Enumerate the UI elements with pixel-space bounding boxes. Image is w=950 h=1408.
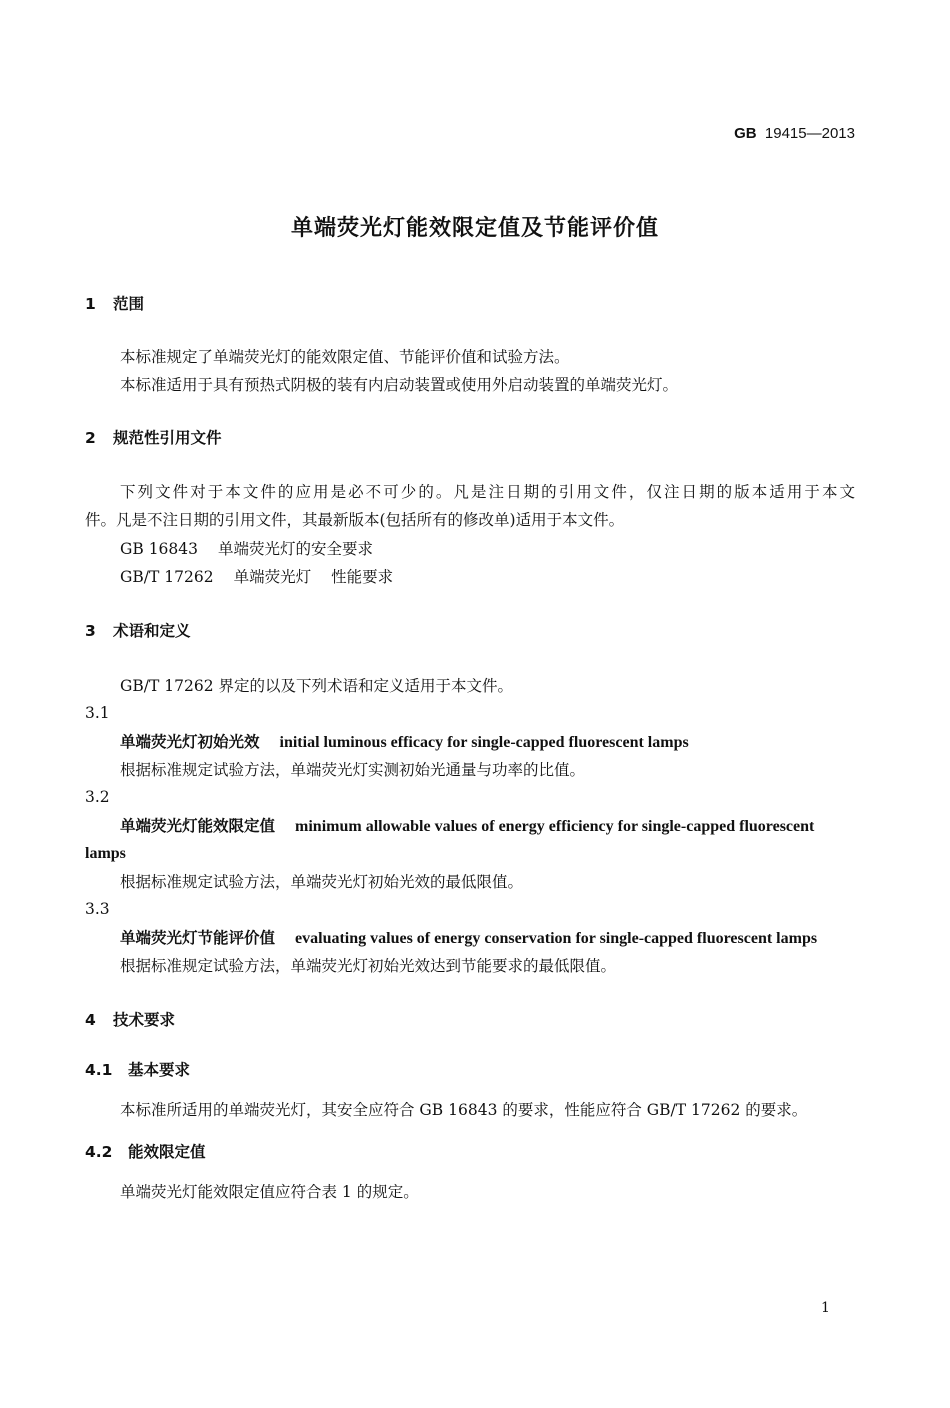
term-en: minimum allowable values of energy efficiency for single-capped fluorescent — [295, 818, 815, 835]
section-number: 4.2 — [85, 1143, 113, 1161]
section-4-heading — [85, 1010, 175, 1030]
paragraph: 件。凡是不注日期的引用文件，其最新版本(包括所有的修改单)适用于本文件。 — [85, 511, 625, 529]
section-number: 3 — [85, 622, 96, 640]
term-en-continued: lamps — [85, 845, 126, 862]
reference-item — [120, 567, 393, 587]
term-heading — [120, 928, 817, 949]
ref-code: GB 16843 — [120, 540, 199, 558]
paragraph: 单端荧光灯能效限定值应符合表 1 的规定。 — [120, 1183, 419, 1201]
paragraph: GB/T 17262 界定的以及下列术语和定义适用于本文件。 — [120, 677, 513, 695]
standard-code — [734, 125, 855, 142]
section-number: 2 — [85, 429, 96, 447]
section-title: 范围 — [113, 295, 145, 313]
reference-item — [120, 539, 373, 559]
term-number: 3.3 — [85, 900, 110, 918]
term-heading — [120, 732, 689, 753]
term-en: evaluating values of energy conservation for single-capped fluorescent lamps — [295, 930, 818, 947]
ref-title: 单端荧光灯的安全要求 — [218, 540, 374, 558]
term-definition: 根据标准规定试验方法，单端荧光灯初始光效达到节能要求的最低限值。 — [120, 957, 617, 975]
ref-title: 单端荧光灯 — [233, 568, 312, 586]
term-number: 3.2 — [85, 788, 110, 806]
term-zh: 单端荧光灯初始光效 — [120, 733, 260, 751]
std-number: 19415—2013 — [764, 125, 855, 142]
paragraph: 下列文件对于本文件的应用是必不可少的。凡是注日期的引用文件，仅注日期的版本适用于本文 — [120, 483, 855, 501]
ref-subtitle: 性能要求 — [331, 568, 394, 586]
section-number: 4 — [85, 1011, 96, 1029]
section-number: 4.1 — [85, 1061, 113, 1079]
paragraph: 本标准规定了单端荧光灯的能效限定值、节能评价值和试验方法。 — [120, 348, 570, 366]
section-4-1-heading — [85, 1060, 190, 1080]
term-definition: 根据标准规定试验方法，单端荧光灯初始光效的最低限值。 — [120, 873, 524, 891]
section-number: 1 — [85, 295, 96, 313]
section-2-heading — [85, 428, 222, 448]
paragraph: 本标准所适用的单端荧光灯，其安全应符合 GB 16843 的要求，性能应符合 GB/T 17262 的要求。 — [120, 1101, 808, 1119]
term-zh: 单端荧光灯节能评价值 — [120, 929, 276, 947]
term-number: 3.1 — [85, 704, 110, 722]
section-3-heading — [85, 621, 191, 641]
section-1-heading — [85, 294, 144, 314]
ref-code: GB/T 17262 — [120, 568, 214, 586]
std-prefix: GB — [734, 125, 757, 142]
term-en: initial luminous efficacy for single-capped fluorescent lamps — [279, 734, 689, 751]
page-number: 1 — [821, 1300, 830, 1316]
section-title: 能效限定值 — [128, 1143, 206, 1161]
document-title: 单端荧光灯能效限定值及节能评价值 — [290, 216, 659, 241]
paragraph: 本标准适用于具有预热式阴极的装有内启动装置或使用外启动装置的单端荧光灯。 — [120, 376, 679, 394]
section-title: 技术要求 — [113, 1011, 176, 1029]
term-heading — [120, 816, 814, 837]
section-title: 术语和定义 — [113, 622, 191, 640]
term-zh: 单端荧光灯能效限定值 — [120, 817, 276, 835]
term-definition: 根据标准规定试验方法，单端荧光灯实测初始光通量与功率的比值。 — [120, 761, 586, 779]
section-title: 规范性引用文件 — [113, 429, 222, 447]
section-4-2-heading — [85, 1142, 206, 1162]
section-title: 基本要求 — [128, 1061, 191, 1079]
